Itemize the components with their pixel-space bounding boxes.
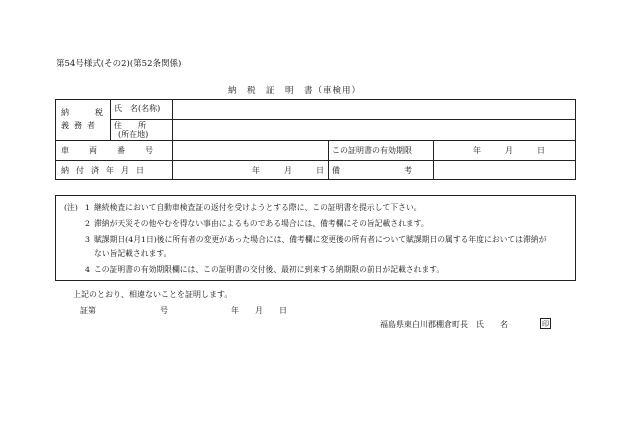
note-2-text: 滞納が天災その他やむを得ない事由によるものである場合には、備考欄にその旨記載されます。 <box>94 219 429 228</box>
address-sub-label: (所在地) <box>118 130 149 139</box>
document-title: 納 税 証 明 書（車検用） <box>228 86 362 96</box>
note-3-text-cont: ない旨記載されます。 <box>94 249 172 258</box>
name-field[interactable] <box>173 100 575 119</box>
validity-date: 年 月 日 <box>473 146 545 155</box>
taxpayer-label-char: 納 <box>61 108 69 117</box>
seal-stamp: 印 <box>542 320 549 328</box>
paid-date: 年 月 日 <box>252 166 324 175</box>
address-field[interactable] <box>173 120 575 140</box>
note-1-text: 継続検査において自動車検査証の返付を受けようとする際に、この証明書を提示して下さい。 <box>94 203 422 212</box>
note-4-number: 4 <box>85 265 90 274</box>
vehicle-number-field[interactable] <box>173 141 328 160</box>
taxpayer-label-char: 税 <box>95 108 103 117</box>
issue-date: 年 月 日 <box>231 306 287 315</box>
notes-prefix: (注) <box>64 203 78 212</box>
remarks-label: 備考 <box>332 166 476 175</box>
issuer: 福島県東白川郡棚倉町長 氏 名 <box>380 320 508 329</box>
cert-no-suffix: 号 <box>160 306 168 315</box>
certify-text: 上記のとおり、相違ないことを証明します。 <box>73 290 233 299</box>
note-3-text: 賦課期日(4月1日)後に所有者の変更があった場合には、備考欄に変更後の所有者について賦課期日の属する年度においては滞納が <box>94 235 547 244</box>
vehicle-number-label: 車両番号 <box>61 146 173 155</box>
cert-no-label: 証第 <box>80 306 96 315</box>
form-number: 第54号様式(その2)(第52条関係) <box>56 59 182 69</box>
remarks-field[interactable] <box>434 161 575 179</box>
notes-box <box>55 195 576 281</box>
paid-date-label: 納付済年月日 <box>61 166 151 175</box>
note-2-number: 2 <box>85 219 90 228</box>
note-1-number: 1 <box>85 203 90 212</box>
certificate-table <box>55 99 576 180</box>
note-3-number: 3 <box>85 235 90 244</box>
taxpayer-label-line1 <box>61 108 103 118</box>
note-4-text: この証明書の有効期限欄には、この証明書の交付後、最初に到来する納期限の前日が記載されます。 <box>94 265 445 274</box>
name-label: 氏 名(名称) <box>114 104 161 113</box>
address-label: 住 所 <box>114 121 146 130</box>
taxpayer-label-line2: 義務者 <box>61 121 100 130</box>
validity-label: この証明書の有効期限 <box>332 146 412 155</box>
